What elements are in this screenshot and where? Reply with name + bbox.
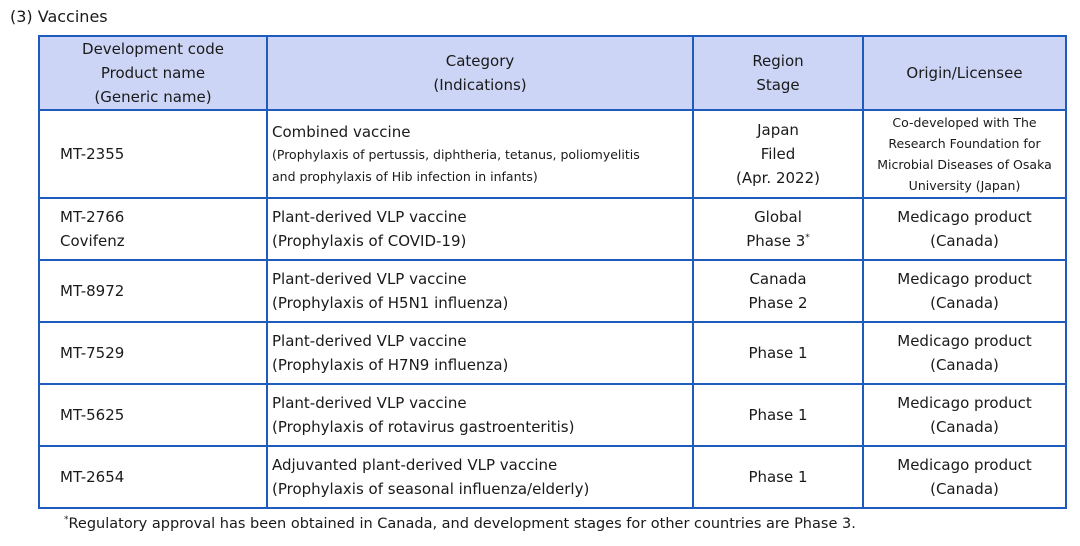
header-category [267, 36, 693, 110]
category-text: Adjuvanted plant-derived VLP vaccine [272, 456, 558, 474]
indication-text: (Prophylaxis of seasonal influenza/elderly) [272, 480, 590, 498]
cell-category [267, 110, 693, 198]
origin-line: Co-developed with The [892, 115, 1037, 130]
stage-line: Phase 1 [748, 406, 808, 424]
header-line: Origin/Licensee [906, 64, 1023, 82]
cell-development-code [39, 322, 267, 384]
header-region-stage [693, 36, 863, 110]
header-line: Category [445, 52, 515, 70]
cell-region-stage [693, 322, 863, 384]
header-development-code [39, 36, 267, 110]
indication-text: (Prophylaxis of COVID-19) [272, 232, 467, 250]
origin-line: Microbial Diseases of Osaka [877, 157, 1052, 172]
cell-region-stage [693, 446, 863, 508]
table-row [39, 322, 1066, 384]
indication-text: (Prophylaxis of H5N1 influenza) [272, 294, 509, 312]
cell-category [267, 446, 693, 508]
cell-region-stage [693, 198, 863, 260]
cell-development-code [39, 260, 267, 322]
stage-line [694, 229, 862, 253]
vaccines-table [38, 35, 1067, 509]
header-line: Product name [100, 64, 206, 82]
origin-line: University (Japan) [908, 178, 1021, 193]
indication-text: (Prophylaxis of H7N9 influenza) [272, 356, 509, 374]
cell-origin [863, 198, 1066, 260]
indication-text: (Prophylaxis of rotavirus gastroenteritis) [272, 418, 575, 436]
category-text: Plant-derived VLP vaccine [272, 270, 467, 288]
header-line: (Indications) [433, 76, 527, 94]
cell-origin [863, 260, 1066, 322]
header-line: (Generic name) [94, 88, 212, 106]
cell-origin [863, 110, 1066, 198]
origin-line: (Canada) [930, 232, 999, 250]
indication-text: and prophylaxis of Hib infection in infants) [272, 169, 538, 184]
stage-text: Phase 3 [746, 232, 806, 250]
origin-line: Medicago product [897, 270, 1032, 288]
origin-line: Medicago product [897, 456, 1032, 474]
date-line: (Apr. 2022) [736, 169, 820, 187]
category-text: Combined vaccine [272, 123, 411, 141]
stage-line: Phase 2 [748, 294, 808, 312]
origin-line: (Canada) [930, 356, 999, 374]
cell-category [267, 260, 693, 322]
category-text: Plant-derived VLP vaccine [272, 332, 467, 350]
cell-category [267, 322, 693, 384]
code-line: MT-8972 [60, 282, 125, 300]
table-row [39, 446, 1066, 508]
cell-development-code [39, 198, 267, 260]
code-line: MT-5625 [60, 406, 125, 424]
code-line: MT-7529 [60, 344, 125, 362]
stage-line: Phase 1 [748, 344, 808, 362]
footnote-text: Regulatory approval has been obtained in Canada, and development stages for other countries are Phase 3. [68, 516, 856, 532]
origin-line: (Canada) [930, 294, 999, 312]
section-title: (3) Vaccines [10, 7, 108, 26]
code-line: MT-2766 [60, 208, 125, 226]
origin-line: (Canada) [930, 480, 999, 498]
header-line: Stage [756, 76, 800, 94]
table-row [39, 198, 1066, 260]
cell-region-stage [693, 110, 863, 198]
stage-line: Filed [760, 145, 796, 163]
header-origin-licensee [863, 36, 1066, 110]
region-line: Global [754, 208, 802, 226]
region-line: Canada [749, 270, 807, 288]
indication-text: (Prophylaxis of pertussis, diphtheria, tetanus, poliomyelitis [272, 147, 640, 162]
category-text: Plant-derived VLP vaccine [272, 394, 467, 412]
table-row [39, 384, 1066, 446]
origin-line: (Canada) [930, 418, 999, 436]
footnote-marker: * [805, 233, 810, 243]
table-row [39, 110, 1066, 198]
origin-line: Medicago product [897, 208, 1032, 226]
footnote [64, 514, 856, 534]
code-line: MT-2654 [60, 468, 125, 486]
category-text: Plant-derived VLP vaccine [272, 208, 467, 226]
product-name-line: Covifenz [60, 232, 125, 250]
cell-category [267, 198, 693, 260]
cell-origin [863, 384, 1066, 446]
origin-line: Medicago product [897, 332, 1032, 350]
origin-line: Medicago product [897, 394, 1032, 412]
region-line: Japan [757, 121, 799, 139]
table-row [39, 260, 1066, 322]
header-line: Region [752, 52, 804, 70]
table-header-row [39, 36, 1066, 110]
origin-line: Research Foundation for [888, 136, 1041, 151]
cell-category [267, 384, 693, 446]
cell-region-stage [693, 260, 863, 322]
cell-development-code [39, 446, 267, 508]
code-line: MT-2355 [60, 145, 125, 163]
cell-region-stage [693, 384, 863, 446]
cell-development-code [39, 384, 267, 446]
footnote-marker: * [64, 515, 69, 526]
cell-origin [863, 322, 1066, 384]
cell-origin [863, 446, 1066, 508]
cell-development-code [39, 110, 267, 198]
header-line: Development code [82, 40, 224, 58]
stage-line: Phase 1 [748, 468, 808, 486]
